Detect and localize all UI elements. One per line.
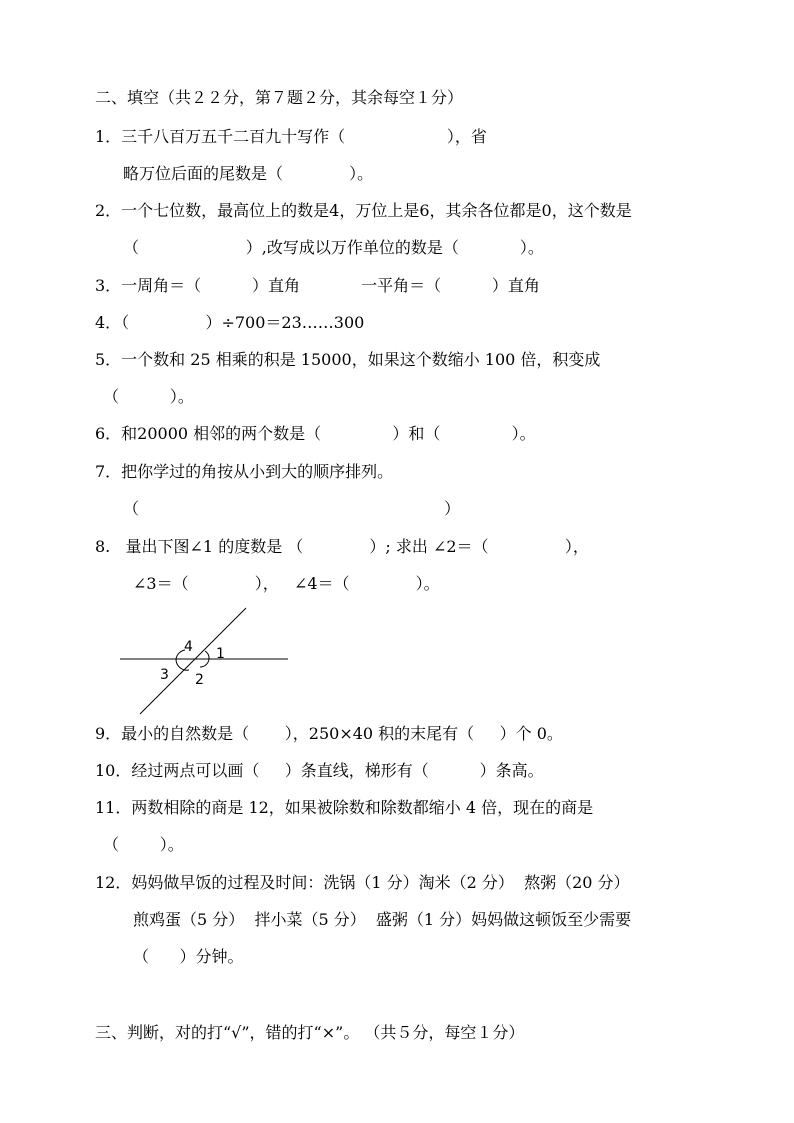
question-6: 6．和20000 相邻的两个数是（ ）和（ ）。 bbox=[95, 424, 536, 443]
angle-1-arc bbox=[205, 651, 209, 659]
question-1-line-2: 略万位后面的尾数是（ ）。 bbox=[123, 164, 374, 183]
slanted-line bbox=[140, 608, 246, 714]
question-9: 9．最小的自然数是（ ），250×40 积的末尾有（ ）个 0。 bbox=[95, 724, 563, 743]
question-10: 10．经过两点可以画（ ）条直线，梯形有（ ）条高。 bbox=[95, 761, 544, 780]
question-12-line-3: （ ）分钟。 bbox=[133, 947, 244, 966]
question-8-line-1: 8. 量出下图∠1 的度数是 （ ）; 求出 ∠2＝（ ）， bbox=[95, 537, 589, 556]
section-2-heading: 二、填空（共２２分，第７题２分，其余每空１分） bbox=[95, 88, 464, 107]
angle-figure bbox=[110, 604, 300, 722]
question-1-line-1: 1．三千八百万五千二百九十写作（ ），省 bbox=[95, 127, 487, 146]
question-11-line-1: 11．两数相除的商是 12，如果被除数和除数都缩小 4 倍，现在的商是 bbox=[95, 798, 594, 817]
section-3-heading: 三、判断，对的打“√”，错的打“×”。 （共５分，每空１分） bbox=[95, 1023, 525, 1042]
question-8-line-2: ∠3＝（ ）， ∠4＝（ ）。 bbox=[133, 574, 440, 593]
question-3: 3．一周角＝（ ）直角 一平角＝（ ）直角 bbox=[95, 276, 540, 295]
intersecting-lines-diagram bbox=[110, 604, 300, 722]
angle-label-2: 2 bbox=[195, 672, 204, 688]
question-5-line-1: 5．一个数和 25 相乘的积是 15000，如果这个数缩小 100 倍，积变成 bbox=[95, 350, 601, 369]
question-7-line-1: 7．把你学过的角按从小到大的顺序排列。 bbox=[95, 462, 394, 481]
angle-3-arc bbox=[176, 659, 189, 670]
question-2-line-2: （ ）,改写成以万作单位的数是（ ）。 bbox=[123, 238, 544, 257]
angle-label-3: 3 bbox=[160, 667, 169, 683]
question-5-line-2: （ ）。 bbox=[103, 387, 194, 406]
question-4: 4．（ ）÷700＝23……300 bbox=[95, 313, 365, 332]
question-7-line-2: （ ） bbox=[123, 499, 461, 518]
question-2-line-1: 2．一个七位数，最高位上的数是4，万位上是6，其余各位都是0，这个数是 bbox=[95, 201, 632, 220]
question-12-line-1: 12．妈妈做早饭的过程及时间：洗锅（1 分）淘米（2 分） 熬粥（20 分） bbox=[95, 873, 630, 892]
angle-label-4: 4 bbox=[184, 639, 193, 655]
angle-label-1: 1 bbox=[216, 646, 225, 662]
question-11-line-2: （ ）。 bbox=[103, 835, 184, 854]
question-12-line-2: 煎鸡蛋（5 分） 拌小菜（5 分） 盛粥（1 分）妈妈做这顿饭至少需要 bbox=[133, 910, 632, 929]
angle-2-arc bbox=[200, 659, 209, 667]
